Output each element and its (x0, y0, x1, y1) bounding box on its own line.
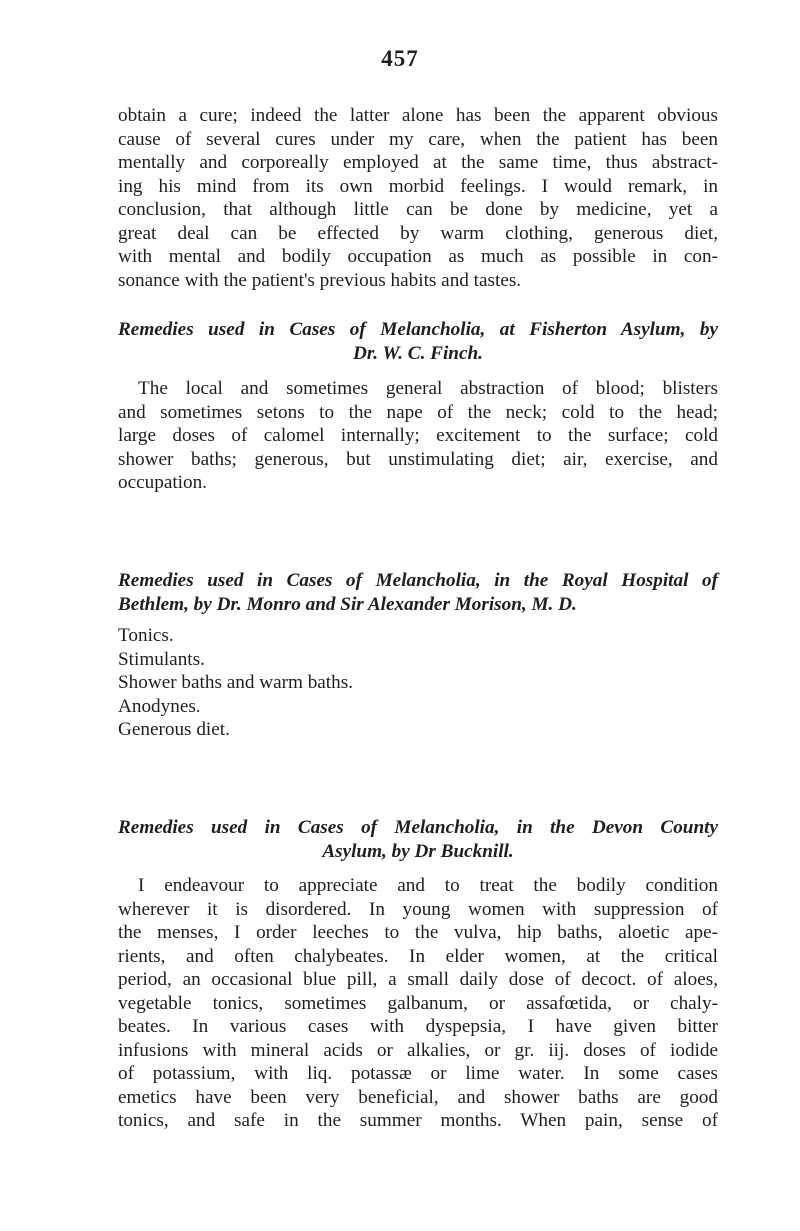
paragraph-opening (118, 104, 718, 292)
list-item: Stimulants. (118, 648, 205, 670)
section-heading-fisherton (118, 318, 718, 365)
list-item: Shower baths and warm baths. (118, 672, 354, 693)
text-line: mentally and corporeally employed at the same time, thus abstract- (118, 152, 718, 173)
text-line: I endeavour to appreciate and to treat the bodily condition (138, 875, 718, 896)
text-line: period, an occasional blue pill, a small daily dose of decoct. of aloes, (118, 969, 718, 990)
text-line: cause of several cures under my care, when the patient has been (118, 128, 718, 150)
heading-line: Remedies used in Cases of Melancholia, in the Royal Hospital of (118, 570, 718, 591)
text-line: emetics have been very beneficial, and shower baths are good (118, 1086, 718, 1108)
text-line: and sometimes setons to the nape of the neck; cold to the head; (118, 401, 718, 423)
list-item: Generous diet. (118, 719, 230, 740)
heading-line: Remedies used in Cases of Melancholia, in the Devon County (118, 817, 718, 838)
text-line: tonics, and safe in the summer months. When pain, sense of (118, 1110, 718, 1131)
text-line: large doses of calomel internally; excitement to the surface; cold (118, 425, 718, 446)
page-number: 457 (381, 46, 419, 71)
text-line: wherever it is disordered. In young women with suppression of (118, 898, 718, 920)
section-heading-bethlem (118, 569, 718, 616)
text-line: infusions with mineral acids or alkalies, or gr. iij. doses of iodide (118, 1039, 718, 1061)
text-line: with mental and bodily occupation as much as possible in con- (118, 246, 718, 267)
text-line: the menses, I order leeches to the vulva, hip baths, aloetic ape- (118, 922, 718, 943)
text-line: shower baths; generous, but unstimulating diet; air, exercise, and (118, 448, 718, 470)
remedies-list-bethlem (118, 624, 718, 742)
text-line: occupation. (118, 472, 207, 493)
heading-line: Asylum, by Dr Bucknill. (322, 840, 514, 862)
list-item: Tonics. (118, 625, 174, 646)
text-line: vegetable tonics, sometimes galbanum, or assafœtida, or chaly- (118, 992, 718, 1014)
paragraph-devon (118, 874, 718, 1133)
text-line: conclusion, that although little can be done by medicine, yet a (118, 199, 718, 220)
text-line: The local and sometimes general abstraction of blood; blisters (138, 378, 718, 399)
text-line: rients, and often chalybeates. In elder women, at the critical (118, 945, 718, 967)
heading-line: Bethlem, by Dr. Monro and Sir Alexander Morison, M. D. (118, 593, 577, 615)
section-heading-devon (118, 816, 718, 863)
text-line: of potassium, with liq. potassæ or lime water. In some cases (118, 1063, 718, 1084)
list-item: Anodynes. (118, 695, 201, 717)
text-line: ing his mind from its own morbid feelings. I would remark, in (118, 175, 718, 197)
heading-line: Remedies used in Cases of Melancholia, at Fisherton Asylum, by (118, 319, 718, 340)
paragraph-fisherton (118, 377, 718, 495)
text-line: great deal can be effected by warm clothing, generous diet, (118, 222, 718, 244)
text-line: sonance with the patient's previous habits and tastes. (118, 269, 522, 291)
text-line: beates. In various cases with dyspepsia, I have given bitter (118, 1016, 718, 1037)
text-line: obtain a cure; indeed the latter alone has been the apparent obvious (118, 105, 718, 126)
heading-line: Dr. W. C. Finch. (353, 342, 483, 364)
